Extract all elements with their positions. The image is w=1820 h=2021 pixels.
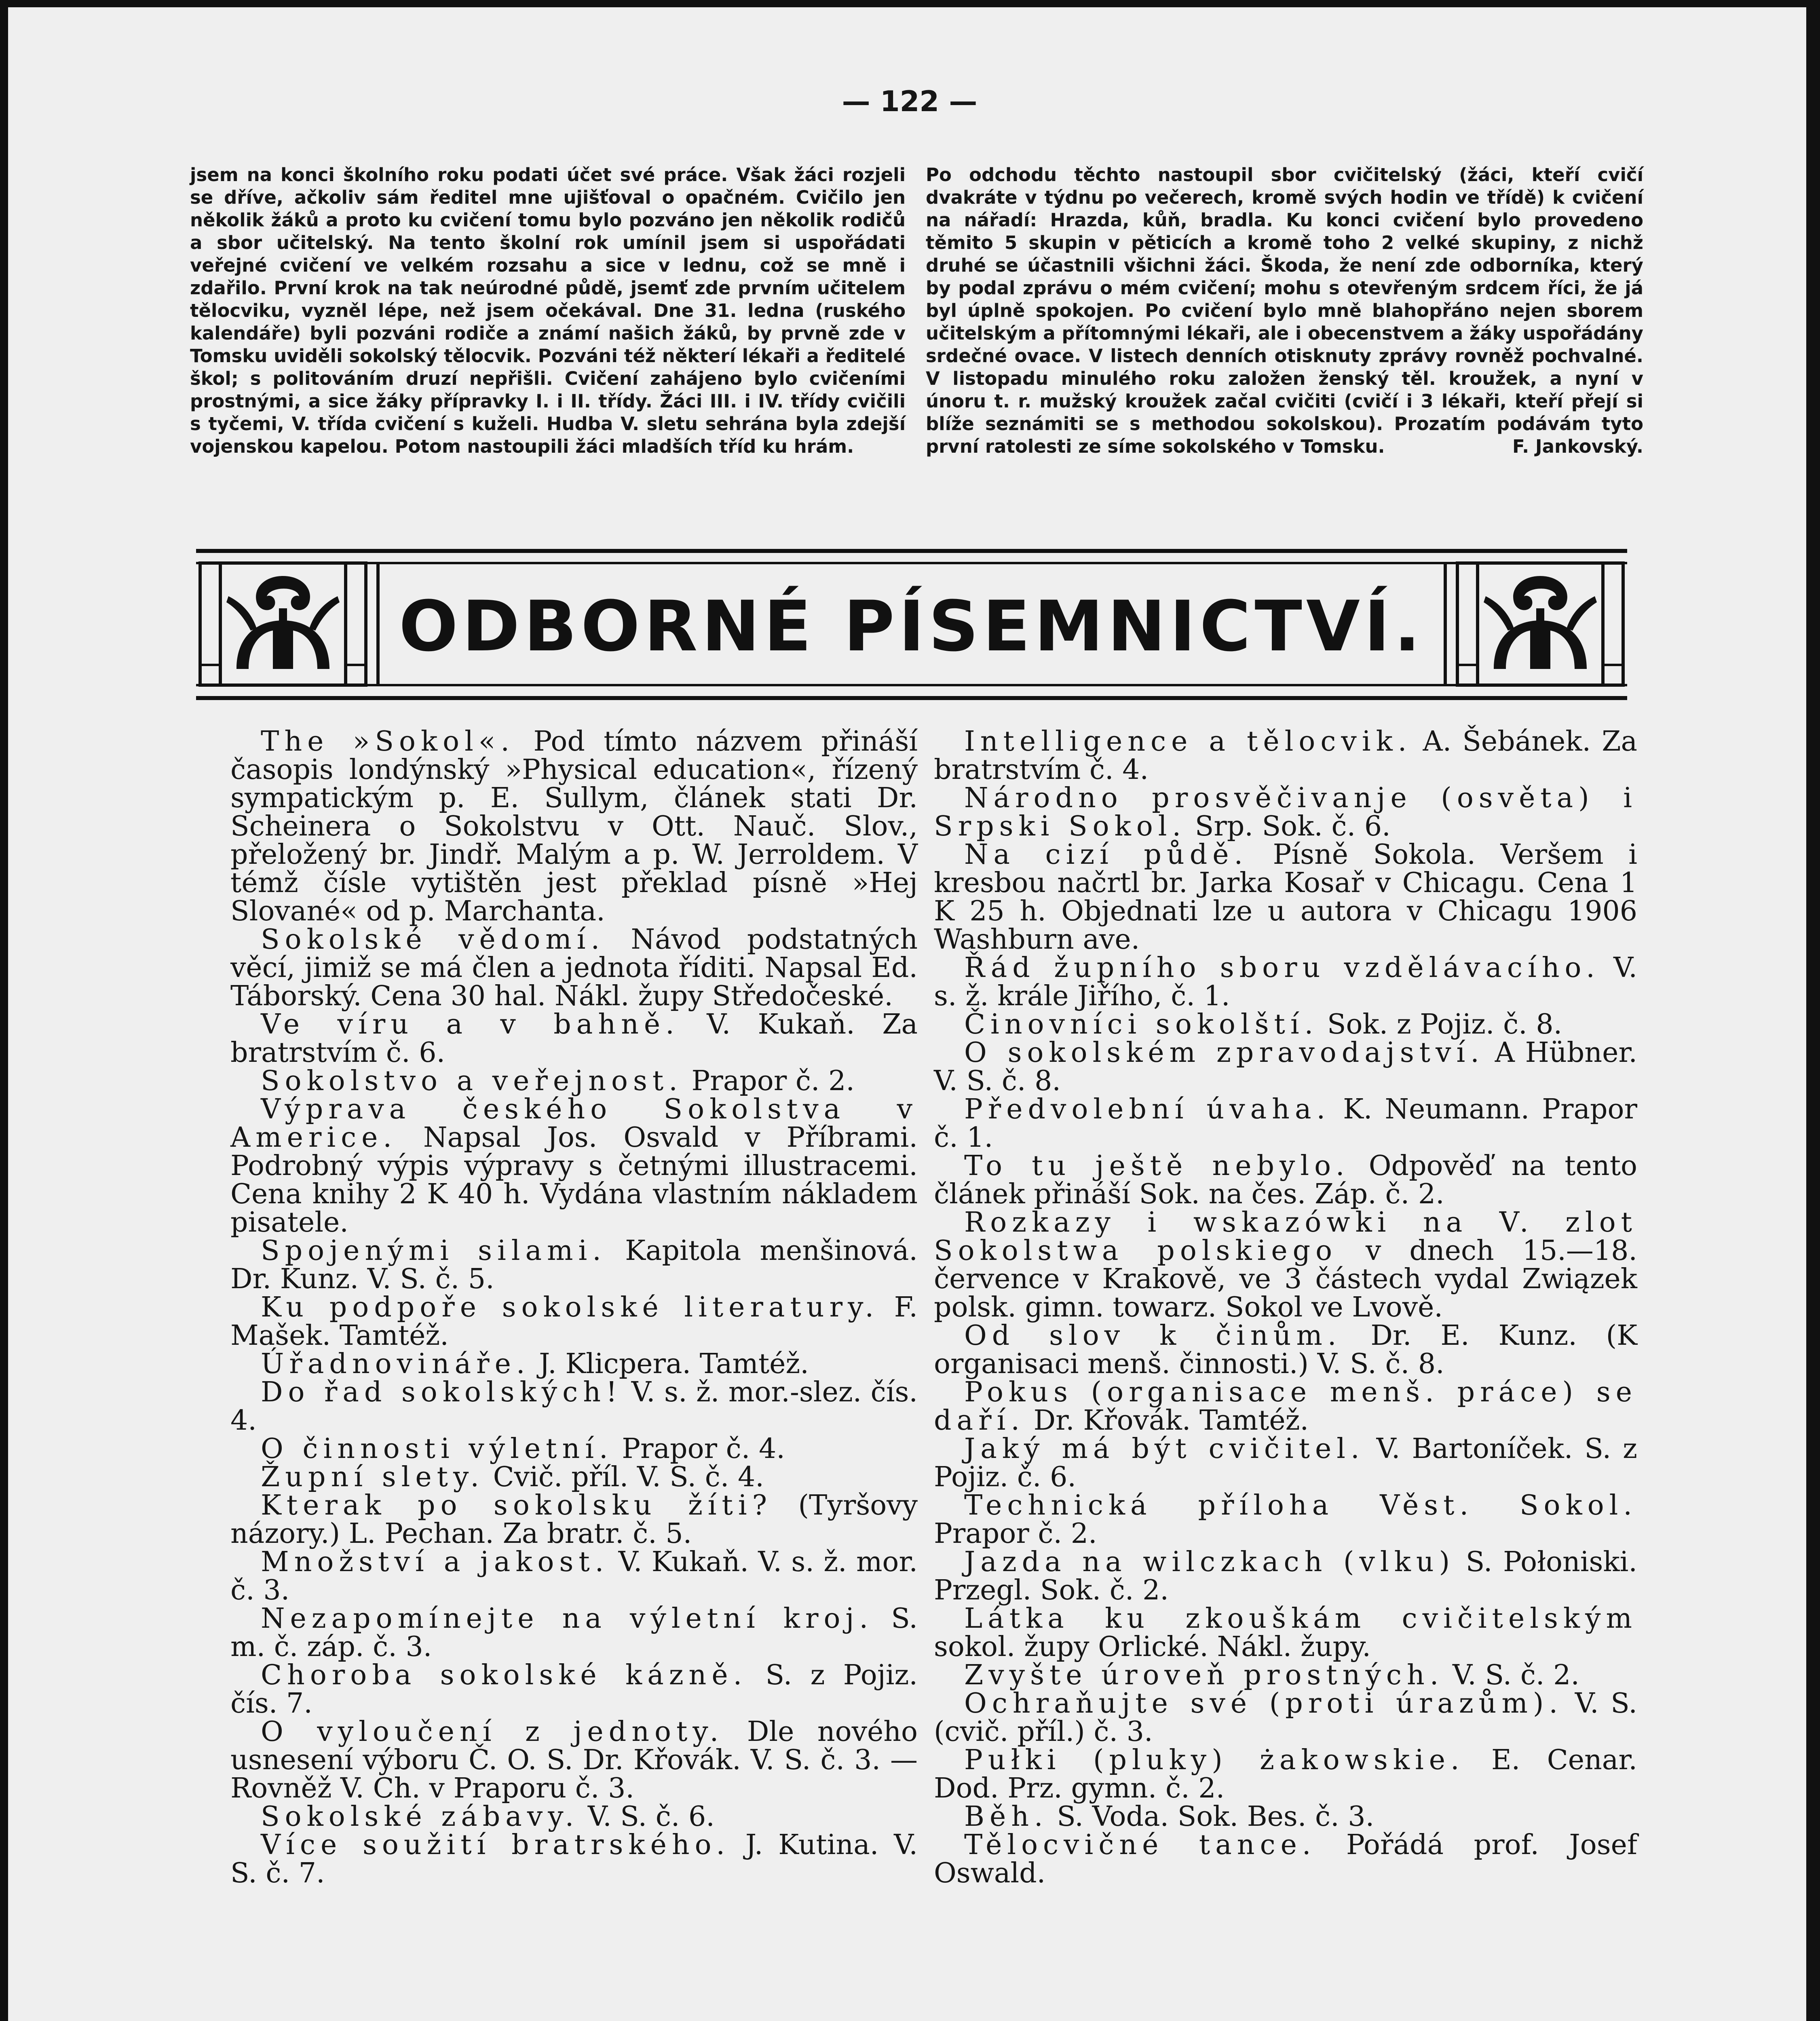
entry-details: S. Połoniski. Przegl. Sok. č. 2. — [934, 1546, 1637, 1606]
top-left-column — [190, 164, 906, 458]
entry-title: Od slov k činům. — [964, 1320, 1342, 1352]
bibliography-entry — [934, 1435, 1637, 1491]
bibliography-entry — [230, 1718, 918, 1803]
entry-title: Množství a jakost. — [261, 1546, 609, 1578]
bibliography-entry — [934, 1690, 1637, 1746]
entry-title: Zvyšte úroveň prostných. — [964, 1659, 1444, 1691]
entry-details: V. S. č. 2. — [1453, 1659, 1580, 1691]
entry-details: V. S. č. 6. — [587, 1801, 715, 1833]
entry-details: S. Voda. Sok. Bes. č. 3. — [1057, 1801, 1375, 1833]
left-floral-ornament — [226, 576, 340, 669]
entry-title: Ku podpoře sokolské literatury. — [261, 1291, 879, 1323]
bibliography-entry — [230, 1831, 918, 1888]
bibliography-entry — [230, 1350, 918, 1378]
entry-title: Sokolské vědomí. — [261, 924, 605, 956]
entry-title: Ochraňujte své (proti úrazům). — [964, 1688, 1563, 1719]
entry-details: K. Neumann. Prapor č. 1. — [934, 1093, 1637, 1154]
entry-details: Pod tímto názvem přináší časopis londýnský »Physical education«, řízený sympatickým p. E. Sullym, článek stati Dr. Scheinera o Sokolstvu v Ott. Nauč. Slov., přeložený br. Jindř. Malým a p. W. Jerroldem. V témž čísle vytištěn jest překlad písně »Hej Slované« od p. Marchanta. — [230, 726, 918, 927]
page-number: — 122 — — [842, 85, 978, 118]
entry-details: Písně Sokola. Veršem i kresbou načrtl br. Jarka Kosař v Chicagu. Cena 1 K 25 h. Objednati lze u autora v Chicagu 1906 Washburn ave. — [934, 839, 1637, 956]
entry-details: S. m. č. záp. č. 3. — [230, 1603, 918, 1663]
entry-title: O vyloučení z jednoty. — [261, 1716, 724, 1748]
right-floral-ornament — [1484, 576, 1597, 669]
entry-title: Na cizí půdě. — [964, 839, 1248, 871]
entry-title: Kterak po sokolsku žíti? — [261, 1489, 773, 1521]
bibliography-entry — [934, 1803, 1637, 1831]
bibliography-entry — [230, 1605, 918, 1661]
entry-details: S. z Pojiz. čís. 7. — [230, 1659, 918, 1719]
entry-details: V. s. ž. mor.-slez. čís. 4. — [230, 1376, 918, 1437]
bibliography-entry — [230, 926, 918, 1010]
entry-details: v dnech 15.—18. července v Krakově, ve 3 částech vydal Związek polsk. gimn. towarz. Sokol ve Lvově. — [934, 1235, 1637, 1323]
entry-title: Pokus (organisace menš. práce) se daří. — [934, 1376, 1637, 1437]
entry-title: Župní slety. — [261, 1461, 484, 1493]
entry-title: Činovníci sokolští. — [964, 1008, 1319, 1040]
entry-title: Choroba sokolské kázně. — [261, 1659, 747, 1691]
scan-border-left — [0, 0, 8, 2021]
entry-title: Spojenými silami. — [261, 1235, 606, 1267]
entry-title: Ve víru a v bahně. — [261, 1008, 680, 1040]
bibliography-entry — [934, 954, 1637, 1010]
bibliography-entry — [934, 1209, 1637, 1322]
entry-details: (Tyršovy názory.) L. Pechan. Za bratr. č. 5. — [230, 1489, 918, 1550]
entry-title: Rozkazy i wskazówki na V. zlot Sokolstwa polskiego — [934, 1207, 1637, 1267]
entry-title: Více soužití bratrského. — [261, 1829, 730, 1861]
entry-details: A Hübner. V. S. č. 8. — [934, 1037, 1637, 1097]
top-right-paragraph — [926, 164, 1643, 458]
top-left-paragraph: jsem na konci školního roku podati účet své práce. Však žáci rozjeli se dříve, ačkoliv sám ředitel mne ujišťoval o opačném. Cvičilo jen několik žáků a proto ku cvičení tomu bylo pozváno jen několik rodičů a sbor učitelský. Na tento školní rok umínil jsem si uspořádati veřejné cvičení ve velkém rozsahu a sice v lednu, což se mně i zdařilo. První krok na tak neúrodné půdě, jsemť zde prvním učitelem tělocviku, vyzněl lépe, než jsem očekával. Dne 31. ledna (ruského kalendáře) byli pozváni rodiče a známí našich žáků, by prvně zde v Tomsku uviděli sokolský tělocvik. Pozváni též některí lékaři a ředitelé škol; s politováním druzí nepřišli. Cvičení zahájeno bylo cvičeními prostnými, a sice žáky přípravky I. i II. třídy. Žáci III. i IV. třídy cvičili s tyčemi, V. třída cvičení s kuželi. Hudba V. sletu sehrána byla zdejší vojenskou kapelou. Potom nastoupili žáci mladších tříd ku hrám. — [190, 164, 906, 457]
entry-details: V. Bartoníček. S. z Pojiz. č. 6. — [934, 1433, 1637, 1493]
bibliography-entry — [934, 784, 1637, 841]
entry-title: Výprava českého Sokolstva v Americe. — [230, 1093, 918, 1154]
entry-details: Sok. z Pojiz. č. 8. — [1327, 1008, 1562, 1040]
entry-details: F. Mašek. Tamtéž. — [230, 1291, 918, 1352]
entry-details: Dr. E. Kunz. (K organisaci menš. činnosti.) V. S. č. 8. — [934, 1320, 1637, 1380]
entry-title: O sokolském zpravodajství. — [964, 1037, 1484, 1069]
entry-title: Látka ku zkouškám cvičitelským — [964, 1603, 1637, 1635]
bibliography-entry — [230, 1067, 918, 1095]
entry-title: Řád župního sboru vzdělávacího. — [964, 952, 1600, 984]
bibliography-entry — [230, 1491, 918, 1548]
entry-title: Běh. — [964, 1801, 1048, 1833]
bibliography-entry — [934, 1039, 1637, 1095]
entry-details: Prapor č. 2. — [691, 1065, 855, 1097]
section-banner — [196, 548, 1627, 703]
entry-title: Technická příloha Věst. Sokol. — [964, 1489, 1637, 1521]
bibliography-entry — [230, 1237, 918, 1293]
bibliography-entry — [230, 1095, 918, 1237]
entry-details: V. S. (cvič. příl.) č. 3. — [934, 1688, 1637, 1748]
bibliography-entry — [934, 1831, 1637, 1888]
entry-title: Jazda na wilczkach (vlku) — [964, 1546, 1455, 1578]
entry-details: Pořádá prof. Josef Oswald. — [934, 1829, 1637, 1889]
bibliography-entry — [230, 1463, 918, 1491]
bibliography-entry — [934, 1322, 1637, 1378]
entry-details: Kapitola menšinová. Dr. Kunz. V. S. č. 5. — [230, 1235, 918, 1295]
entry-details: Cvič. příl. V. S. č. 4. — [493, 1461, 764, 1493]
entry-title: Tělocvičné tance. — [964, 1829, 1316, 1861]
entry-details: J. Klicpera. Tamtéž. — [539, 1348, 809, 1380]
bibliography-entry — [934, 728, 1637, 784]
bibliography-entry — [934, 1746, 1637, 1803]
bibliography-entry — [230, 1010, 918, 1067]
entry-title: Předvolební úvaha. — [964, 1093, 1331, 1125]
entry-details: J. Kutina. V. S. č. 7. — [230, 1829, 918, 1889]
entry-details: Prapor č. 4. — [622, 1433, 785, 1465]
entry-title: The »Sokol«. — [261, 726, 515, 757]
top-right-column — [926, 164, 1643, 458]
bibliography-entry — [230, 1803, 918, 1831]
section-title: ODBORNÉ PÍSEMNICTVÍ. — [399, 586, 1425, 667]
entry-title: Sokolstvo a veřejnost. — [261, 1065, 683, 1097]
entry-title: Do řad sokolských! — [261, 1376, 623, 1408]
bibliography-entry — [230, 1435, 918, 1463]
entry-details: V. Kukaň. V. s. ž. mor. č. 3. — [230, 1546, 918, 1606]
bibliography-entry — [934, 1661, 1637, 1690]
entry-details: Napsal Jos. Osvald v Příbrami. Podrobný výpis výpravy s četnými illustracemi. Cena knihy 2 K 40 h. Vydána vlastním nákladem pisatele. — [230, 1122, 918, 1238]
top-right-paragraph-text: Po odchodu těchto nastoupil sbor cvičitelský (žáci, kteří cvičí dvakráte v týdnu po večerech, kromě svých hodin ve třídě) k cvičení na nářadí: Hrazda, kůň, bradla. Ku konci cvičení bylo provedeno těmito 5 skupin v pěticích a kromě toho 2 velké skupiny, z nichž druhé se účastnili všichni žáci. Škoda, že není zde odborníka, který by podal zprávu o mém cvičení; mohu s otevřeným srdcem říci, že já byl úplně spokojen. Po cvičení bylo mně blahopřáno nejen sborem učitelským a přítomnými lékaři, ale i obecenstvem a žáky uspořádány srdečné ovace. V listech denních otisknuty zprávy rovněž pochvalné. V listopadu minulého roku založen ženský těl. kroužek, a nyní v únoru t. r. mužský kroužek začal cvičiti (cvičí i 3 lékaři, kteří přejí si blíže seznámiti se s methodou sokolskou). Prozatím podávám tyto první ratolesti ze síme sokolského v Tomsku. — [926, 164, 1643, 457]
bibliography-entry — [934, 841, 1637, 954]
bibliography-entry — [230, 1378, 918, 1435]
entry-details: E. Cenar. Dod. Prz. gymn. č. 2. — [934, 1744, 1637, 1804]
entry-details: sokol. župy Orlické. Nákl. župy. — [934, 1631, 1371, 1663]
author-signature: F. Jankovský. — [1512, 436, 1643, 457]
bibliography-entry — [934, 1605, 1637, 1661]
bibliography-entry — [230, 728, 918, 926]
entry-details: Odpověď na tento článek přináší Sok. na čes. Záp. č. 2. — [934, 1150, 1637, 1210]
entry-details: Srp. Sok. č. 6. — [1195, 810, 1391, 842]
bibliography-entry — [230, 1293, 918, 1350]
entry-title: Jaký má být cvičitel. — [964, 1433, 1365, 1465]
entry-details: A. Šebánek. Za bratrstvím č. 4. — [934, 726, 1637, 786]
entry-details: Návod podstatných věcí, jimiž se má člen a jednota říditi. Napsal Ed. Táborský. Cena 30 hal. Nákl. župy Středočeské. — [230, 924, 918, 1012]
entry-details: Dle nového usnesení výboru Č. O. S. Dr. Křovák. V. S. č. 3. — Rovněž V. Ch. v Praporu č. 3. — [230, 1716, 918, 1804]
entry-title: Národno prosvěčivanje (osvěta) i Srpski Sokol. — [934, 782, 1637, 842]
right-entries-column — [934, 728, 1637, 1888]
bibliography-entry — [934, 1378, 1637, 1435]
entry-title: Pułki (pluky) żakowskie. — [964, 1744, 1465, 1776]
bibliography-entry — [934, 1095, 1637, 1152]
entry-details: Prapor č. 2. — [934, 1518, 1097, 1550]
entry-title: Úřadnovináře. — [261, 1348, 530, 1380]
bibliography-entry — [934, 1152, 1637, 1209]
entry-details: V. s. ž. krále Jiřího, č. 1. — [934, 952, 1637, 1012]
bibliography-entry — [934, 1491, 1637, 1548]
entry-title: O činnosti výletní. — [261, 1433, 613, 1465]
scan-border-top — [0, 0, 1820, 7]
entry-details: Dr. Křovák. Tamtéž. — [1033, 1405, 1309, 1437]
bibliography-entry — [934, 1548, 1637, 1605]
bibliography-entry — [230, 1548, 918, 1605]
entry-title: Intelligence a tělocvik. — [964, 726, 1412, 757]
entry-title: Nezapomínejte na výletní kroj. — [261, 1603, 874, 1635]
left-entries-column — [230, 728, 918, 1888]
entry-title: To tu ještě nebylo. — [964, 1150, 1350, 1182]
bibliography-entry — [934, 1010, 1637, 1039]
scan-border-right — [1806, 0, 1820, 2021]
bibliography-entry — [230, 1661, 918, 1718]
entry-title: Sokolské zábavy. — [261, 1801, 579, 1833]
entry-details: V. Kukaň. Za bratrstvím č. 6. — [230, 1008, 918, 1069]
